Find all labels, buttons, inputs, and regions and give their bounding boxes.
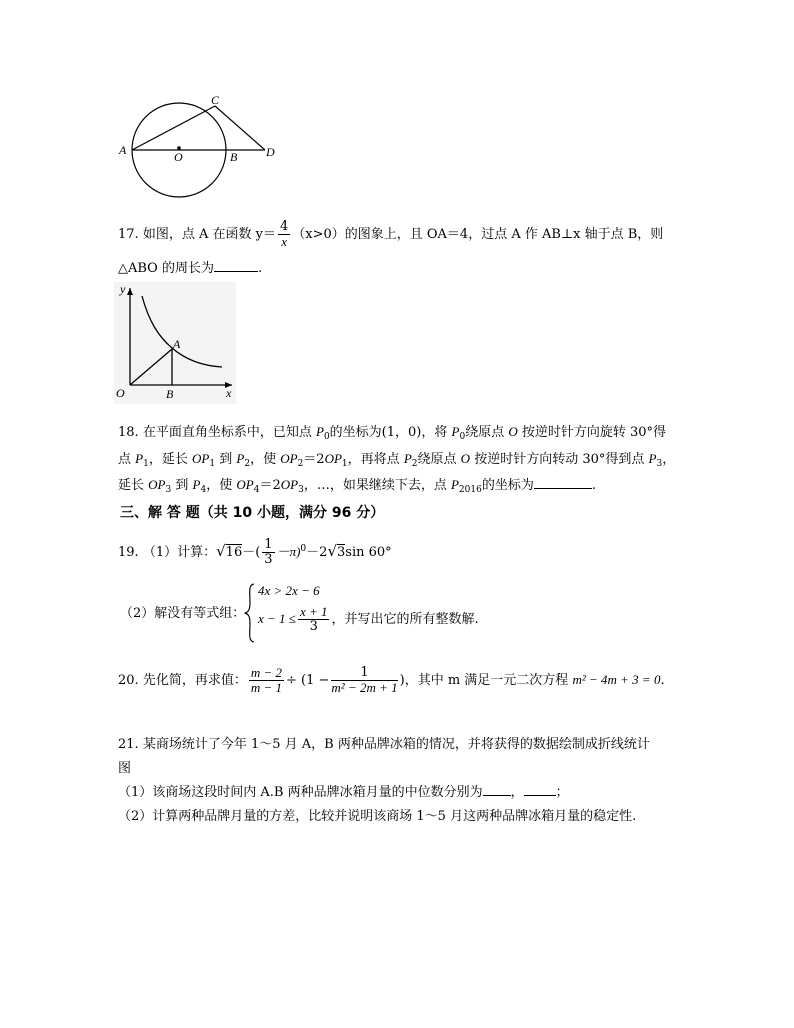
q18-answer-blank[interactable] <box>534 488 592 489</box>
q21-line1: 21. 某商场统计了今年 1～5 月 A，B 两种品牌冰箱的情况，并将获得的数据绘制成折线统计 <box>118 737 650 752</box>
label-D: D <box>266 145 275 159</box>
q17-line2: △ABO 的周长为 . <box>118 261 263 276</box>
point-A-label: A <box>173 337 181 351</box>
q17-line1: 17. 如图，点 A 在函数 y＝ $\frac{4}{x}$ （x>0）的图象上，且 OA＝4，过点 A 作 AB⊥x 轴于点 B，则 <box>118 219 664 249</box>
axis-y-label: y <box>120 282 126 296</box>
q18-line2: 点 $P_1$，延长 $OP_1$ 到 $P_2$，使 $OP_2=2OP_1$，再将点 $P_2$绕原点 O 按逆时针方向转动 30°得到点 $P_3$， <box>118 451 676 469</box>
q19-number: 19. <box>118 545 139 560</box>
q20-fraction-a: $\frac{m - 2}{m - 1}$ <box>250 665 283 695</box>
q20-line: 20. 先化简，再求值： $\frac{m - 2}{m - 1}$ ÷ (1 − $\frac{1}{\text{m² − 2m + 1}}$ )，其中 m 满足一元二次方程 m² − 4m + 3 = 0. <box>118 665 665 695</box>
q17-answer-blank[interactable] <box>214 271 258 272</box>
q19-inequality-2: x − 1 ≤ $\frac{x + 1}{3}$ ，并写出它的所有整数解. <box>258 604 479 634</box>
system-brace <box>246 583 253 643</box>
q19-part2-label: （2）解没有等式组： <box>120 606 246 621</box>
label-A: A <box>119 143 127 157</box>
q18-line3: 延长 $OP_3$ 到 $P_4$，使 $OP_4=2OP_3$，…，如果继续下去，点 $P_{2016}$的坐标为 . <box>118 477 596 495</box>
label-C: C <box>211 93 220 107</box>
q19-part1: 19. （1）计算：√16－( $\frac{1}{3}$ －π)$^0$－2√3sin 60° <box>118 537 392 567</box>
q18-number: 18. <box>118 425 139 440</box>
circle-tangent-figure <box>115 92 285 204</box>
q17-number: 17. <box>118 227 139 242</box>
hyperbola-graph-figure <box>114 282 236 404</box>
q21-blank-b[interactable] <box>524 795 556 796</box>
q19-inequality-1: 4x > 2x − 6 <box>258 583 320 598</box>
q21-subq1: （1）该商场这段时间内 A.B 两种品牌冰箱月量的中位数分别为 ， ； <box>118 785 569 800</box>
q20-number: 20. <box>118 673 139 688</box>
q19-ineq-fraction: $\frac{x + 1}{3}$ <box>299 604 328 634</box>
q21-blank-a[interactable] <box>483 795 511 796</box>
q21-line2: 图 <box>118 761 132 776</box>
q21-subq2: （2）计算两种品牌月量的方差，比较并说明该商场 1～5 月这两种品牌冰箱月量的稳定性. <box>118 809 637 824</box>
q19-fraction: $\frac{1}{3}$ <box>264 537 273 567</box>
origin-label: O <box>116 386 125 400</box>
axis-x-label: x <box>226 386 232 400</box>
label-B: B <box>230 150 238 164</box>
q17-fraction: $\frac{4}{x}$ <box>279 219 289 249</box>
point-B-label: B <box>166 387 174 401</box>
q20-fraction-b: $\frac{1}{\text{m² − 2m + 1}}$ <box>331 665 398 695</box>
q18-line1: 18. 在平面直角坐标系中，已知点 $P_0$的坐标为(1，0)，将 $P_0$绕原点 O 按逆时针方向旋转 30°得 <box>118 424 667 442</box>
q21-number: 21. <box>118 737 139 752</box>
section-heading: 三、解 答 题（共 10 小题，满分 96 分） <box>120 505 385 521</box>
label-O: O <box>174 150 183 164</box>
sqrt-sign: √ <box>216 542 226 560</box>
